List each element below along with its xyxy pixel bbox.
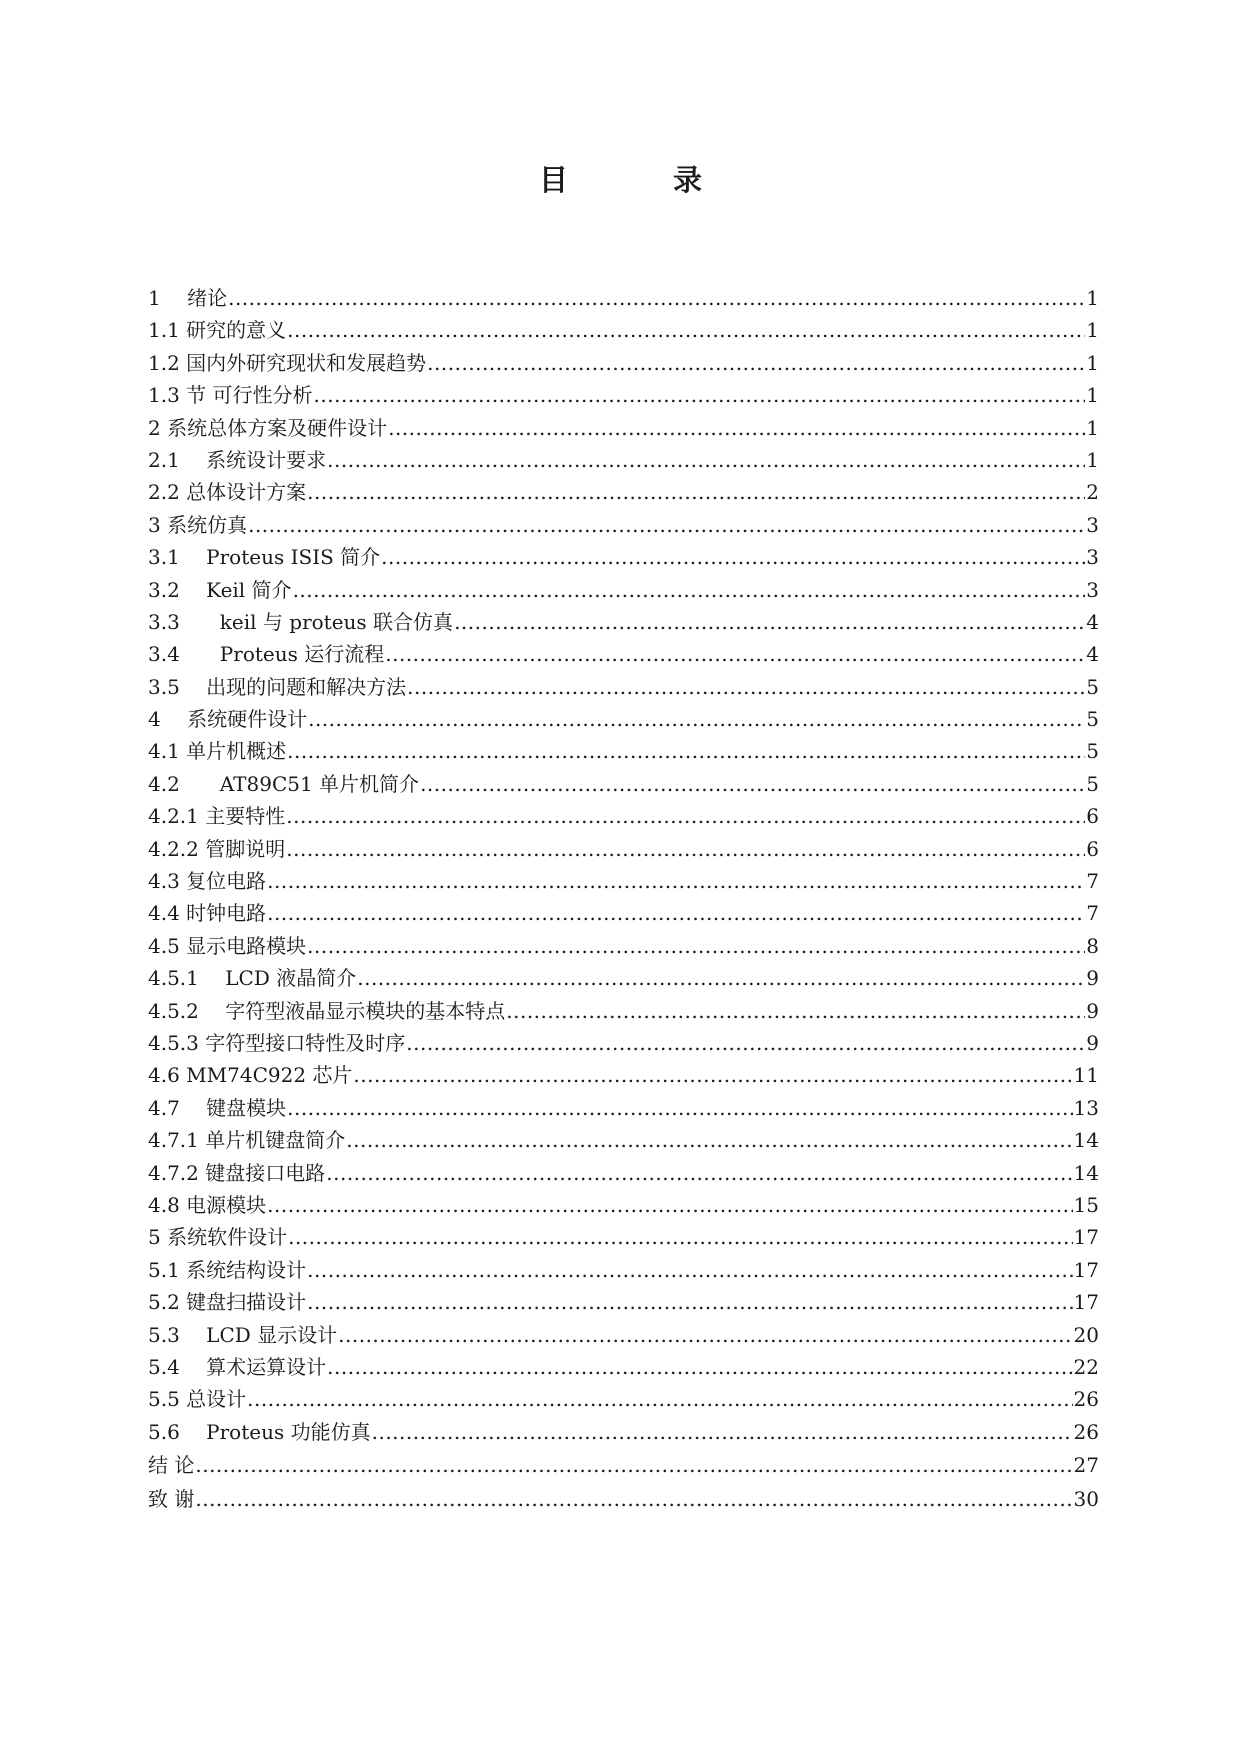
toc-entry-label: 2 系统总体方案及硬件设计: [148, 415, 388, 440]
dot-leader: [307, 1254, 1072, 1286]
toc-entry-label: 4.7.2 键盘接口电路: [148, 1160, 326, 1185]
toc-entry-label: 3.1 Proteus ISIS 简介: [148, 545, 381, 570]
toc-entry[interactable]: [148, 735, 1099, 767]
toc-entry-page-number: 3: [1086, 577, 1099, 602]
toc-entry-page-number: 26: [1073, 1387, 1099, 1412]
toc-entry-label: 4.7.1 单片机键盘简介: [148, 1128, 346, 1153]
toc-entry-label: 3.2 Keil 简介: [148, 577, 292, 602]
toc-entry-page-number: 6: [1086, 836, 1099, 861]
dot-leader: [195, 1448, 1072, 1482]
toc-entry-page-number: 26: [1073, 1419, 1099, 1444]
toc-entry[interactable]: [148, 1254, 1099, 1286]
toc-entry-page-number: 7: [1086, 869, 1099, 894]
dot-leader: [267, 897, 1085, 929]
toc-entry-label: 1.3 节 可行性分析: [148, 383, 313, 408]
toc-entry-page-number: 4: [1086, 642, 1099, 667]
toc-entry-label: 4.1 单片机概述: [148, 739, 287, 764]
toc-entry[interactable]: [148, 1189, 1099, 1221]
toc-entry-label: 4.2 AT89C51 单片机简介: [148, 771, 420, 796]
toc-entry-page-number: 5: [1086, 707, 1099, 732]
toc-entry-page-number: 1: [1086, 447, 1099, 472]
toc-entry-page-number: 1: [1086, 286, 1099, 310]
toc-entry-label: 4.5.3 字符型接口特性及时序: [148, 1030, 406, 1055]
toc-entry-page-number: 6: [1086, 804, 1099, 829]
toc-entry[interactable]: [148, 509, 1099, 541]
toc-entry-label: 3.5 出现的问题和解决方法: [148, 674, 407, 699]
dot-leader: [307, 1286, 1072, 1318]
toc-entry-page-number: 9: [1086, 998, 1099, 1023]
dot-leader: [353, 1059, 1072, 1091]
dot-leader: [420, 768, 1085, 800]
dot-leader: [454, 606, 1085, 638]
toc-entry-label: 4.5 显示电路模块: [148, 933, 307, 958]
toc-entry-label: 4.2.2 管脚说明: [148, 836, 286, 861]
toc-entry[interactable]: [148, 833, 1099, 865]
toc-entry-label: 1.2 国内外研究现状和发展趋势: [148, 350, 427, 375]
dot-leader: [307, 930, 1085, 962]
toc-entry-label: 1 绪论: [148, 286, 228, 310]
toc-entry-page-number: 3: [1086, 545, 1099, 570]
toc-entry-label: 结 论: [148, 1453, 195, 1478]
dot-leader: [308, 703, 1085, 735]
toc-entry[interactable]: [148, 865, 1099, 897]
toc-entry-page-number: 15: [1073, 1192, 1099, 1217]
toc-entry-label: 致 谢: [148, 1487, 195, 1512]
dot-leader: [338, 1319, 1072, 1351]
page-title: 目 录: [538, 163, 740, 197]
toc-entry[interactable]: [148, 1448, 1099, 1482]
toc-entry-page-number: 27: [1073, 1453, 1099, 1478]
toc-entry[interactable]: [148, 1124, 1099, 1156]
dot-leader: [327, 444, 1085, 476]
dot-leader: [357, 962, 1085, 994]
toc-entry-page-number: 1: [1086, 350, 1099, 375]
dot-leader: [307, 476, 1085, 508]
dot-leader: [388, 412, 1085, 444]
dot-leader: [506, 995, 1085, 1027]
toc-entry[interactable]: [148, 412, 1099, 444]
dot-leader: [195, 1482, 1072, 1516]
toc-entry-page-number: 3: [1086, 512, 1099, 537]
toc-entry-page-number: 22: [1073, 1354, 1099, 1379]
dot-leader: [288, 1221, 1072, 1253]
toc-entry-label: 3 系统仿真: [148, 512, 248, 537]
dot-leader: [248, 509, 1085, 541]
toc-entry[interactable]: [148, 1027, 1099, 1059]
toc-entry-page-number: 4: [1086, 609, 1099, 634]
dot-leader: [381, 541, 1085, 573]
toc-entry[interactable]: [148, 638, 1099, 670]
toc-entry-page-number: 9: [1086, 966, 1099, 991]
toc-entry[interactable]: [148, 1092, 1099, 1124]
dot-leader: [314, 379, 1086, 411]
toc-entry-label: 2.2 总体设计方案: [148, 480, 307, 505]
toc-entry-label: 5 系统软件设计: [148, 1225, 288, 1250]
toc-entry[interactable]: [148, 606, 1099, 638]
toc-entry[interactable]: [148, 347, 1099, 379]
dot-leader: [286, 833, 1085, 865]
toc-entry-label: 4 系统硬件设计: [148, 707, 308, 732]
toc-entry[interactable]: [148, 574, 1099, 606]
toc-entry[interactable]: [148, 379, 1099, 411]
toc-entry-page-number: 30: [1073, 1487, 1099, 1512]
toc-entry-page-number: 7: [1086, 901, 1099, 926]
dot-leader: [385, 638, 1085, 670]
dot-leader: [406, 1027, 1085, 1059]
toc-entry-page-number: 1: [1086, 415, 1099, 440]
toc-entry[interactable]: [148, 1383, 1099, 1415]
toc-entry-page-number: 17: [1073, 1290, 1099, 1315]
dot-leader: [326, 1157, 1072, 1189]
toc-entry[interactable]: [148, 444, 1099, 476]
toc-entry-page-number: 1: [1086, 318, 1099, 343]
toc-entry-label: 5.1 系统结构设计: [148, 1257, 307, 1282]
toc-entry[interactable]: [148, 930, 1099, 962]
toc-entry-label: 3.3 keil 与 proteus 联合仿真: [148, 609, 454, 634]
toc-entry[interactable]: [148, 476, 1099, 508]
toc-entry-label: 1.1 研究的意义: [148, 318, 287, 343]
toc-entry-page-number: 1: [1086, 383, 1099, 408]
toc-entry[interactable]: [148, 1059, 1099, 1091]
toc-entry-label: 4.5.1 LCD 液晶简介: [148, 966, 357, 991]
toc-entry-label: 4.4 时钟电路: [148, 901, 267, 926]
toc-entry-label: 4.6 MM74C922 芯片: [148, 1063, 353, 1088]
toc-entry[interactable]: [148, 1482, 1099, 1516]
toc-entry[interactable]: [148, 1221, 1099, 1253]
toc-entry-page-number: 17: [1073, 1225, 1099, 1250]
toc-entry-label: 2.1 系统设计要求: [148, 447, 327, 472]
toc-entry-label: 3.4 Proteus 运行流程: [148, 642, 385, 667]
dot-leader: [247, 1383, 1072, 1415]
dot-leader: [286, 800, 1085, 832]
toc-entry-label: 4.8 电源模块: [148, 1192, 267, 1217]
dot-leader: [407, 671, 1085, 703]
toc-entry-page-number: 5: [1086, 771, 1099, 796]
dot-leader: [293, 574, 1086, 606]
toc-entry[interactable]: [148, 1286, 1099, 1318]
toc-entry-label: 4.3 复位电路: [148, 869, 267, 894]
toc-entry[interactable]: [148, 1157, 1099, 1189]
toc-entry-page-number: 17: [1073, 1257, 1099, 1282]
dot-leader: [287, 1092, 1072, 1124]
toc-entry-page-number: 5: [1086, 674, 1099, 699]
toc-entry[interactable]: [148, 768, 1099, 800]
toc-entry[interactable]: [148, 703, 1099, 735]
toc-entry-page-number: 9: [1086, 1030, 1099, 1055]
table-of-contents: [148, 282, 1099, 1516]
toc-entry-label: 4.2.1 主要特性: [148, 804, 286, 829]
toc-entry[interactable]: [148, 800, 1099, 832]
dot-leader: [346, 1124, 1072, 1156]
toc-entry[interactable]: [148, 314, 1099, 346]
dot-leader: [287, 314, 1085, 346]
toc-entry[interactable]: [148, 671, 1099, 703]
dot-leader: [287, 735, 1085, 767]
toc-entry-page-number: 20: [1073, 1322, 1099, 1347]
toc-entry[interactable]: [148, 541, 1099, 573]
toc-entry-page-number: 8: [1086, 933, 1099, 958]
toc-entry[interactable]: [148, 962, 1099, 994]
toc-entry-page-number: 14: [1073, 1160, 1099, 1185]
toc-entry[interactable]: [148, 995, 1099, 1027]
toc-entry-label: 5.4 算术运算设计: [148, 1354, 327, 1379]
dot-leader: [228, 282, 1085, 314]
toc-entry[interactable]: [148, 1416, 1099, 1448]
toc-entry-label: 5.3 LCD 显示设计: [148, 1322, 338, 1347]
dot-leader: [427, 347, 1085, 379]
dot-leader: [267, 1189, 1072, 1221]
toc-entry-page-number: 14: [1073, 1128, 1099, 1153]
toc-entry[interactable]: [148, 897, 1099, 929]
toc-entry-label: 5.5 总设计: [148, 1387, 247, 1412]
toc-entry-label: 4.5.2 字符型液晶显示模块的基本特点: [148, 998, 506, 1023]
toc-entry-label: 4.7 键盘模块: [148, 1095, 287, 1120]
toc-entry-label: 5.2 键盘扫描设计: [148, 1290, 307, 1315]
toc-entry[interactable]: [148, 1319, 1099, 1351]
toc-entry[interactable]: [148, 1351, 1099, 1383]
toc-entry-page-number: 11: [1073, 1063, 1099, 1088]
toc-entry-label: 5.6 Proteus 功能仿真: [148, 1419, 371, 1444]
toc-entry-page-number: 2: [1086, 480, 1099, 505]
dot-leader: [267, 865, 1085, 897]
dot-leader: [372, 1416, 1073, 1448]
toc-entry-page-number: 5: [1086, 739, 1099, 764]
dot-leader: [327, 1351, 1072, 1383]
toc-entry-page-number: 13: [1073, 1095, 1099, 1120]
toc-entry[interactable]: [148, 282, 1099, 314]
